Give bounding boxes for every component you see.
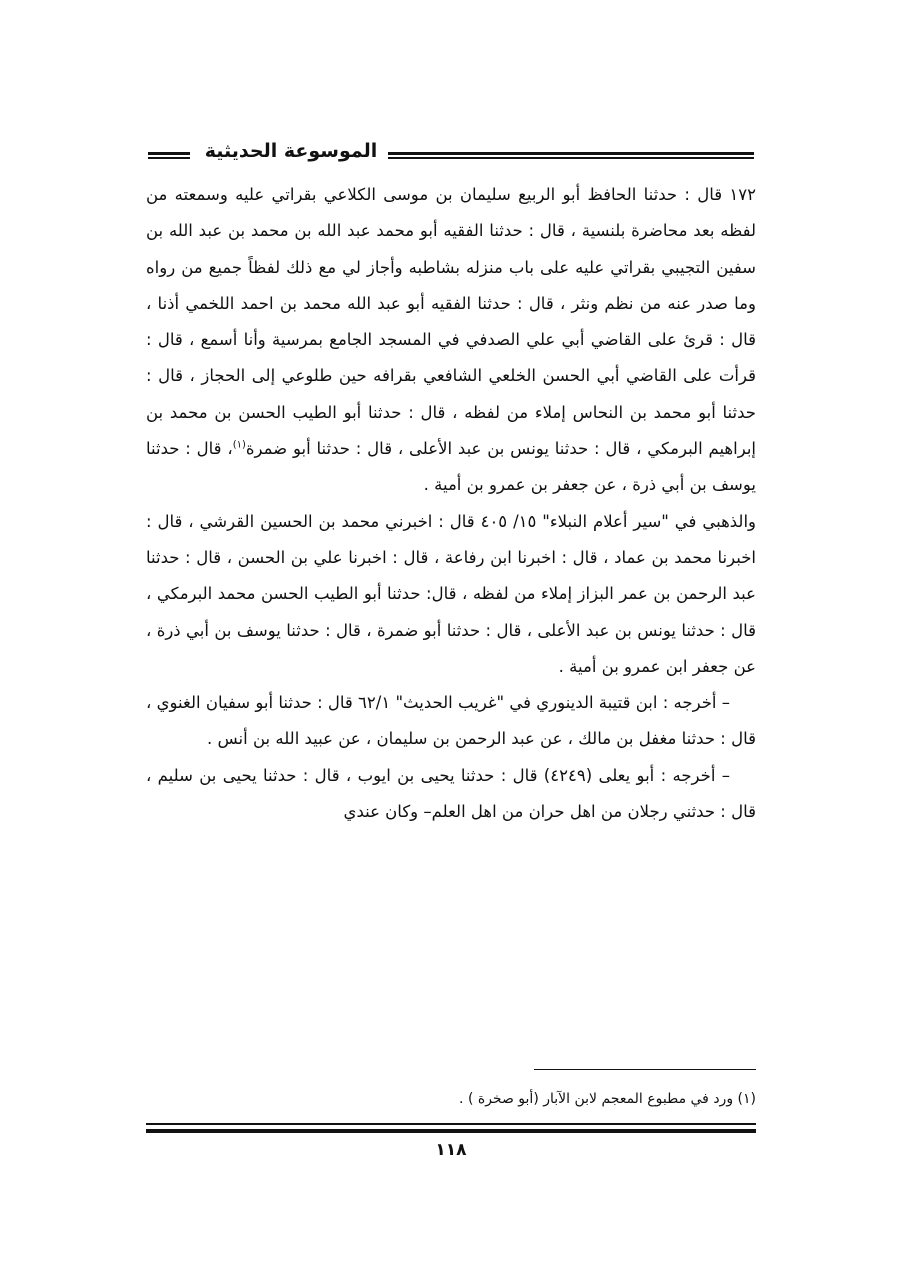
paragraph-hadith-172-text: ١٧٢ قال : حدثنا الحافظ أبو الربيع سليمان بن موسى الكلاعي بقراتي عليه وسمعته من لفظه بعد محاضرة بلنسية ، قال : حدثنا الفقيه أبو محمد عبد الله بن محمد بن عبد الله بن سفين التجيبي بقراتي عليه على باب منزله بشاطبه وأجاز لي مع ذلك لفظاً جميع من رواه وما صدر عنه من نظم ونثر ، قال : حدثنا الفقيه أبو عبد الله محمد بن احمد اللخمي أذنا ، قال : قرئ على القاضي أبي علي الصدفي في المسجد الجامع بمرسية وأنا أسمع ، قال : قرأت على القاضي أبي الحسن الخلعي الشافعي بقرافه حين طلوعي إلى الحجاز ، قال : حدثنا أبو محمد بن النحاس إملاء من لفظه ، قال : حدثنا أبو الطيب الحسن بن محمد بن إبراهيم البرمكي ، قال : حدثنا يونس بن عبد الأعلى ، قال : حدثنا أبو ضمرة — [146, 185, 756, 459]
header-rule-left — [148, 152, 190, 159]
page-number: ١١٨ — [435, 1140, 467, 1160]
footnote-reference[interactable]: (١) — [232, 439, 246, 451]
footer-rule — [146, 1123, 756, 1133]
paragraph-hadith-172-ending: ، قال : حدثنا يوسف بن أبي ذرة ، عن جعفر بن عمرو بن أمية . — [146, 439, 756, 495]
running-header — [148, 138, 754, 174]
header-rule-right — [388, 152, 754, 159]
main-text — [146, 177, 756, 830]
paragraph-dhahabi: والذهبي في "سير أعلام النبلاء" ١٥/ ٤٠٥ قال : اخبرني محمد بن الحسين القرشي ، قال : اخبرنا محمد بن عماد ، قال : اخبرنا ابن رفاعة ، قال : اخبرنا علي بن الحسن ، قال : حدثنا عبد الرحمن بن عمر البزاز إملاء من لفظه ، قال: حدثنا أبو الطيب الحسن محمد البرمكي ، قال : حدثنا يونس بن عبد الأعلى ، قال : حدثنا أبو ضمرة ، قال : حدثنا يوسف بن أبي ذرة ، عن جعفر ابن عمرو بن أمية . — [146, 511, 757, 676]
paragraph-hadith-172 — [146, 177, 756, 504]
header-title: الموسوعة الحديثية — [204, 140, 378, 162]
footnote-1: (١) ورد في مطبوع المعجم لابن الآبار (أبو صخرة ) . — [459, 1091, 756, 1107]
paragraph-abu-yala: – أخرجه : أبو يعلى (٤٢٤٩) قال : حدثنا يحيى بن ايوب ، قال : حدثنا يحيى بن سليم ، قال : حدثني رجلان من اهل حران من اهل العلم– وكان عندي — [146, 765, 756, 822]
footnote-separator — [534, 1069, 756, 1070]
paragraph-ibn-qutaybah: – أخرجه : ابن قتيبة الدينوري في "غريب الحديث" ٦٢/١ قال : حدثنا أبو سفيان الغنوي ، قال : حدثنا مغفل بن مالك ، عن عبد الرحمن بن سليمان ، عن عبيد الله بن أنس . — [146, 693, 756, 749]
